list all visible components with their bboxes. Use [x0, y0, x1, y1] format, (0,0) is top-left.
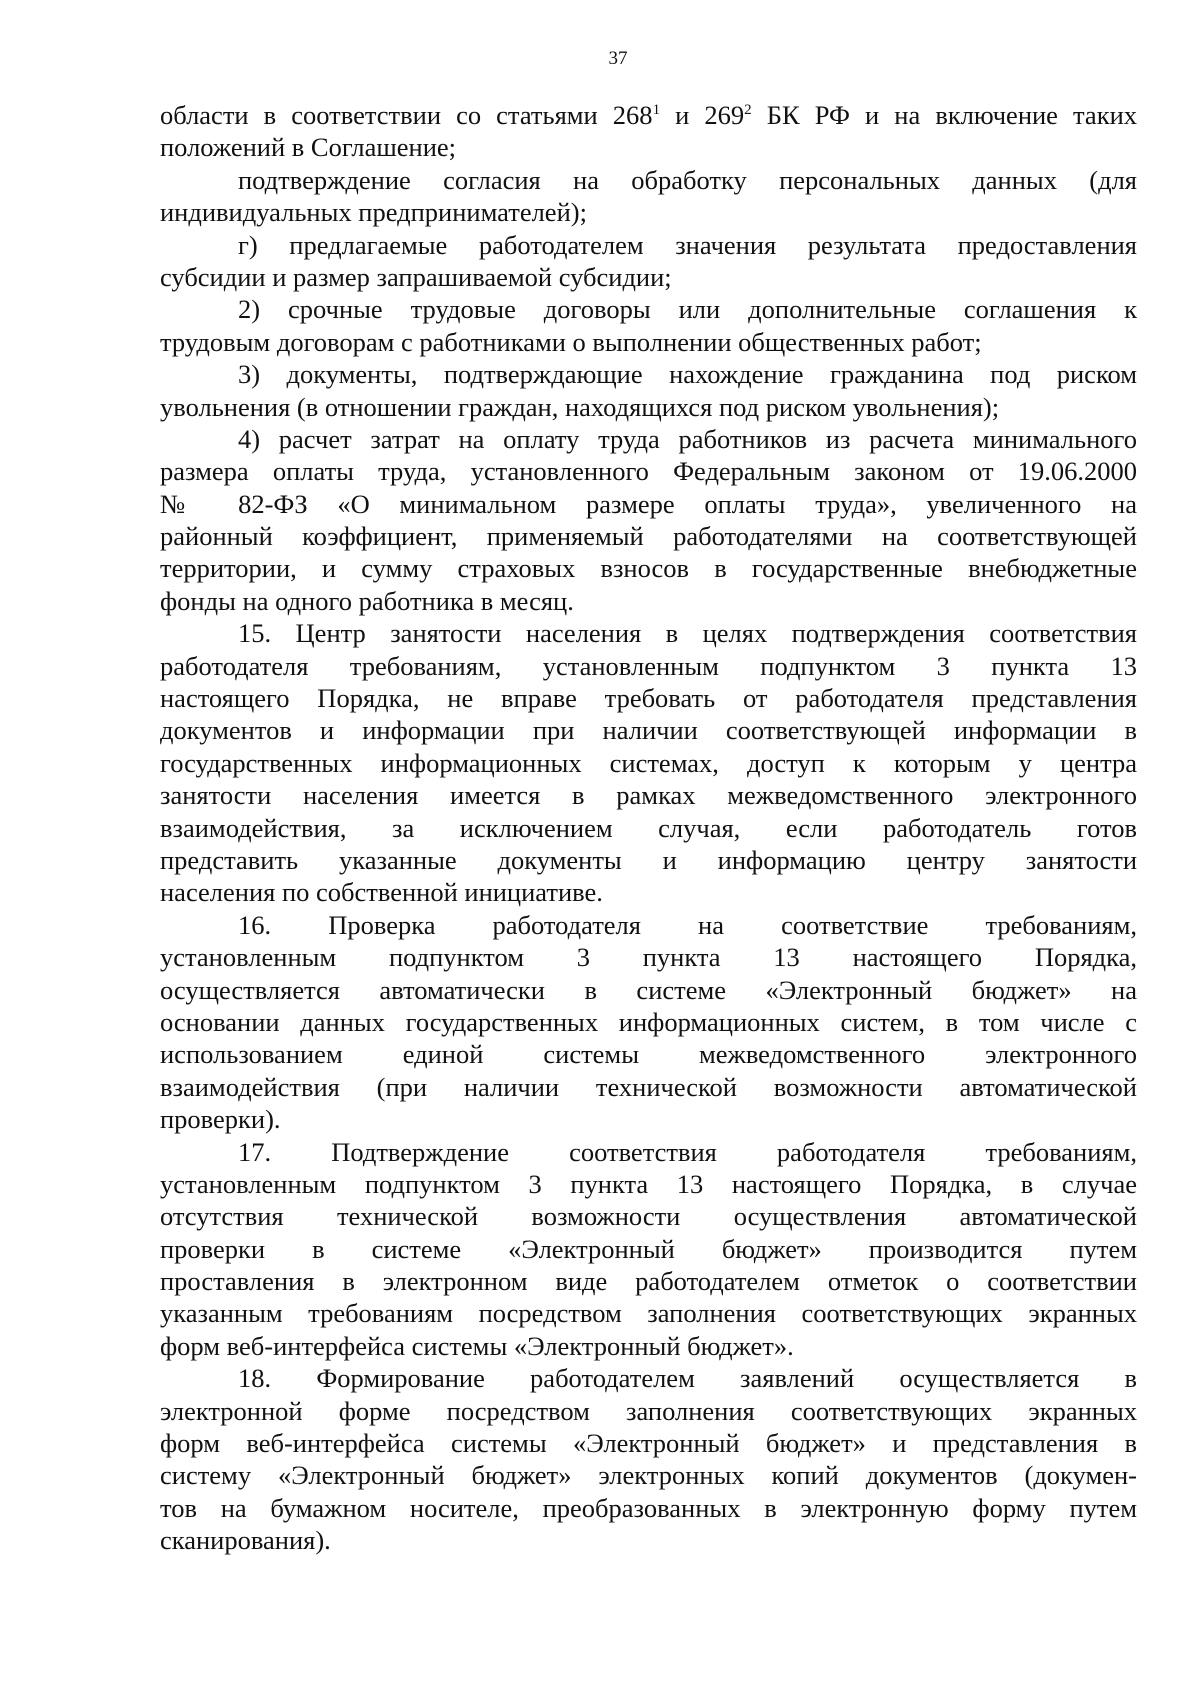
text-line: 17. Подтверждение соответствия работодателя требованиям,: [238, 1136, 1137, 1167]
text-line: 4) расчет затрат на оплату труда работников из расчета минимального: [238, 423, 1137, 454]
text-line: основании данных государственных информационных систем, в том числе с: [160, 1006, 1137, 1037]
text-line: форм веб-интерфейса системы «Электронный бюджет».: [160, 1330, 794, 1361]
text-line: установленным подпунктом 3 пункта 13 настоящего Порядка, в случае: [160, 1168, 1137, 1199]
text-line: использованием единой системы межведомственного электронного: [160, 1039, 1137, 1070]
text-line: трудовым договорам с работниками о выполнении общественных работ;: [160, 326, 982, 357]
text-fragment: области в соответствии со статьями 268: [160, 100, 653, 130]
text-line: районный коэффициент, применяемый работодателями на соответствующей: [160, 521, 1137, 552]
text-line: проверки).: [160, 1104, 281, 1135]
text-line: отсутствия технической возможности осуществления автоматической: [160, 1201, 1137, 1232]
text-line: г) предлагаемые работодателем значения результата предоставления: [238, 229, 1137, 260]
text-line: 18. Формирование работодателем заявлений осуществляется в: [238, 1363, 1137, 1394]
text-line: фонды на одного работника в месяц.: [160, 585, 574, 616]
text-line: государственных информационных системах, доступ к которым у центра: [160, 747, 1137, 778]
text-line: 16. Проверка работодателя на соответствие требованиям,: [238, 909, 1137, 940]
text-line: проверки в системе «Электронный бюджет» производится путем: [160, 1233, 1137, 1264]
text-line: проставления в электронном виде работодателем отметок о соответствии: [160, 1266, 1137, 1297]
text-line: [160, 99, 1137, 131]
text-line: документов и информации при наличии соответствующей информации в: [160, 715, 1137, 746]
superscript: 1: [652, 102, 661, 118]
text-line: настоящего Порядка, не вправе требовать от работодателя представления: [160, 683, 1137, 714]
text-line: № 82-ФЗ «О минимальном размере оплаты труда», увеличенного на: [160, 488, 1137, 519]
text-line: индивидуальных предпринимателей);: [160, 197, 587, 228]
text-line: форм веб-интерфейса системы «Электронный бюджет» и представления в: [160, 1428, 1137, 1459]
page-number: 37: [608, 48, 628, 69]
text-line: взаимодействия (при наличии технической возможности автоматической: [160, 1071, 1137, 1102]
text-line: занятости населения имеется в рамках межведомственного электронного: [160, 780, 1137, 811]
text-line: субсидии и размер запрашиваемой субсидии;: [160, 261, 672, 292]
text-line: сканирования).: [160, 1525, 331, 1556]
text-line: осуществляется автоматически в системе «Электронный бюджет» на: [160, 974, 1137, 1005]
text-line: увольнения (в отношении граждан, находящихся под риском увольнения);: [160, 391, 1000, 422]
text-line: положений в Соглашение;: [160, 132, 457, 163]
text-line: подтверждение согласия на обработку персональных данных (для: [238, 164, 1137, 195]
text-line: систему «Электронный бюджет» электронных копий документов (докумен-: [160, 1460, 1137, 1491]
text-line: 2) срочные трудовые договоры или дополнительные соглашения к: [238, 294, 1137, 325]
text-line: указанным требованиям посредством заполнения соответствующих экранных: [160, 1298, 1137, 1329]
superscript: 2: [744, 102, 752, 118]
text-line: работодателя требованиям, установленным подпунктом 3 пункта 13: [160, 650, 1137, 681]
text-line: населения по собственной инициативе.: [160, 877, 603, 908]
text-line: 15. Центр занятости населения в целях подтверждения соответствия: [238, 618, 1137, 649]
text-line: электронной форме посредством заполнения соответствующих экранных: [160, 1395, 1137, 1426]
text-line: 3) документы, подтверждающие нахождение гражданина под риском: [238, 359, 1137, 390]
text-line: представить указанные документы и информацию центру занятости: [160, 844, 1137, 875]
text-line: тов на бумажном носителе, преобразованных в электронную форму путем: [160, 1492, 1137, 1523]
text-line: территории, и сумму страховых взносов в государственные внебюджетные: [160, 553, 1137, 584]
text-fragment: БК РФ и на включение таких: [751, 100, 1137, 130]
text-line: взаимодействия, за исключением случая, если работодатель готов: [160, 812, 1137, 843]
text-fragment: и 269: [660, 100, 745, 130]
text-line: размера оплаты труда, установленного Федеральным законом от 19.06.2000: [160, 456, 1137, 487]
text-line: установленным подпунктом 3 пункта 13 настоящего Порядка,: [160, 942, 1137, 973]
document-body: [160, 99, 1137, 1557]
